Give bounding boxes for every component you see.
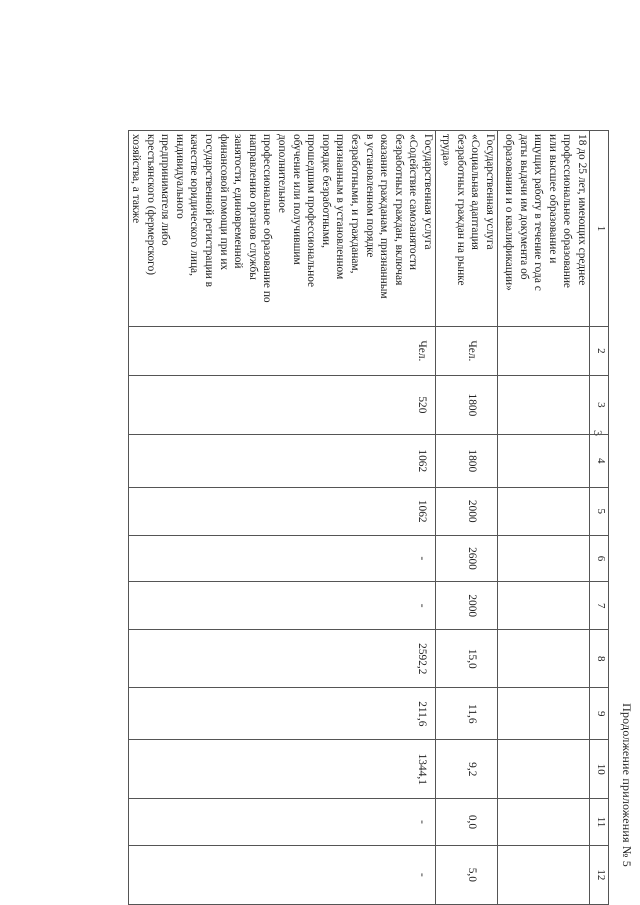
table-cell: 15,0 bbox=[436, 630, 498, 688]
table-cell: 1800 bbox=[436, 375, 498, 434]
table-row bbox=[128, 131, 435, 905]
page-number: 3 bbox=[591, 430, 605, 436]
description-line: 18 до 25 лет, имеющих среднее bbox=[576, 134, 588, 286]
table-cell: - bbox=[128, 535, 435, 581]
table-cell: 0,0 bbox=[436, 799, 498, 845]
row-description bbox=[128, 131, 435, 327]
column-number: 4 bbox=[590, 434, 609, 487]
table-cell: 2592,2 bbox=[128, 630, 435, 688]
description-line: порядке безработными, bbox=[319, 134, 332, 248]
table-cell bbox=[498, 630, 590, 688]
description-line: Государственная услуга bbox=[422, 134, 434, 250]
column-number: 11 bbox=[590, 799, 609, 845]
description-line: признанным в установленном bbox=[334, 134, 347, 280]
column-number: 6 bbox=[590, 535, 609, 581]
appendix-label: Продолжение приложения № 5 bbox=[620, 703, 634, 867]
table-cell: 1062 bbox=[128, 434, 435, 487]
table-cell: 1344,1 bbox=[128, 740, 435, 799]
table-cell: 211,6 bbox=[128, 688, 435, 740]
description-line: даты выдачи им документа об bbox=[517, 134, 530, 280]
column-number: 3 bbox=[590, 375, 609, 434]
description-line: образовании и о квалификации» bbox=[503, 134, 516, 291]
description-line: финансовой помощи при их bbox=[217, 134, 230, 271]
table-row bbox=[498, 131, 590, 905]
column-number: 12 bbox=[590, 845, 609, 904]
table-cell bbox=[498, 845, 590, 904]
description-line: безработных граждан на рынке bbox=[454, 134, 467, 286]
table-cell: - bbox=[128, 799, 435, 845]
row-description bbox=[498, 131, 590, 327]
column-number: 8 bbox=[590, 630, 609, 688]
description-line: направлению органов службы bbox=[246, 134, 259, 280]
description-line: обучение или получившим bbox=[290, 134, 303, 265]
description-line: профессиональное образование bbox=[561, 134, 574, 288]
table-cell: 2600 bbox=[436, 535, 498, 581]
description-line: «Содействие самозанятости bbox=[407, 134, 420, 270]
description-line: государственной регистрации в bbox=[203, 134, 216, 287]
table-cell bbox=[498, 799, 590, 845]
table-cell bbox=[498, 326, 590, 375]
table-cell: 11,6 bbox=[436, 688, 498, 740]
description-line: в установленном порядке bbox=[363, 134, 376, 258]
table-cell: Чел. bbox=[128, 326, 435, 375]
table-cell bbox=[498, 535, 590, 581]
table-cell: 1062 bbox=[128, 487, 435, 535]
table-cell bbox=[498, 688, 590, 740]
column-number: 1 bbox=[590, 131, 609, 327]
description-line: «Социальная адаптация bbox=[469, 134, 482, 250]
row-description bbox=[436, 131, 498, 327]
description-line: индивидуального bbox=[173, 134, 186, 219]
table-cell: 2000 bbox=[436, 487, 498, 535]
table-cell: 1800 bbox=[436, 434, 498, 487]
table-cell: - bbox=[128, 582, 435, 630]
description-line: дополнительное bbox=[276, 134, 289, 213]
table-cell: 9,2 bbox=[436, 740, 498, 799]
column-number: 10 bbox=[590, 740, 609, 799]
description-line: оказание гражданам, признанным bbox=[378, 134, 391, 299]
table-cell bbox=[498, 487, 590, 535]
description-line: предпринимателя либо bbox=[159, 134, 172, 246]
description-line: ищущих работу в течение года с bbox=[532, 134, 545, 291]
table-cell: 5,0 bbox=[436, 845, 498, 904]
column-number-row bbox=[590, 131, 609, 905]
description-line: профессиональное образование по bbox=[261, 134, 274, 303]
description-line: или высшее образование и bbox=[546, 134, 559, 264]
description-line: Государственная услуга bbox=[484, 134, 496, 250]
table-cell: 2000 bbox=[436, 582, 498, 630]
data-table bbox=[128, 130, 609, 905]
column-number: 7 bbox=[590, 582, 609, 630]
table-cell bbox=[498, 375, 590, 434]
table-cell: 520 bbox=[128, 375, 435, 434]
table-cell bbox=[498, 434, 590, 487]
table-cell: - bbox=[128, 845, 435, 904]
column-number: 2 bbox=[590, 326, 609, 375]
description-line: занятости, единовременной bbox=[232, 134, 245, 269]
table-cell bbox=[498, 740, 590, 799]
table-cell bbox=[498, 582, 590, 630]
column-number: 5 bbox=[590, 487, 609, 535]
description-line: безработных граждан, включая bbox=[392, 134, 405, 286]
description-line: крестьянского (фермерского) bbox=[144, 134, 157, 276]
description-line: безработными, и гражданам, bbox=[349, 134, 362, 274]
table-row bbox=[436, 131, 498, 905]
description-line: качестве юридического лица, bbox=[188, 134, 201, 276]
description-line: труда» bbox=[440, 134, 453, 167]
description-line: хозяйства, а также bbox=[130, 134, 143, 224]
column-number: 9 bbox=[590, 688, 609, 740]
table-cell: Чел. bbox=[436, 326, 498, 375]
description-line: прошедшим профессиональное bbox=[305, 134, 318, 288]
